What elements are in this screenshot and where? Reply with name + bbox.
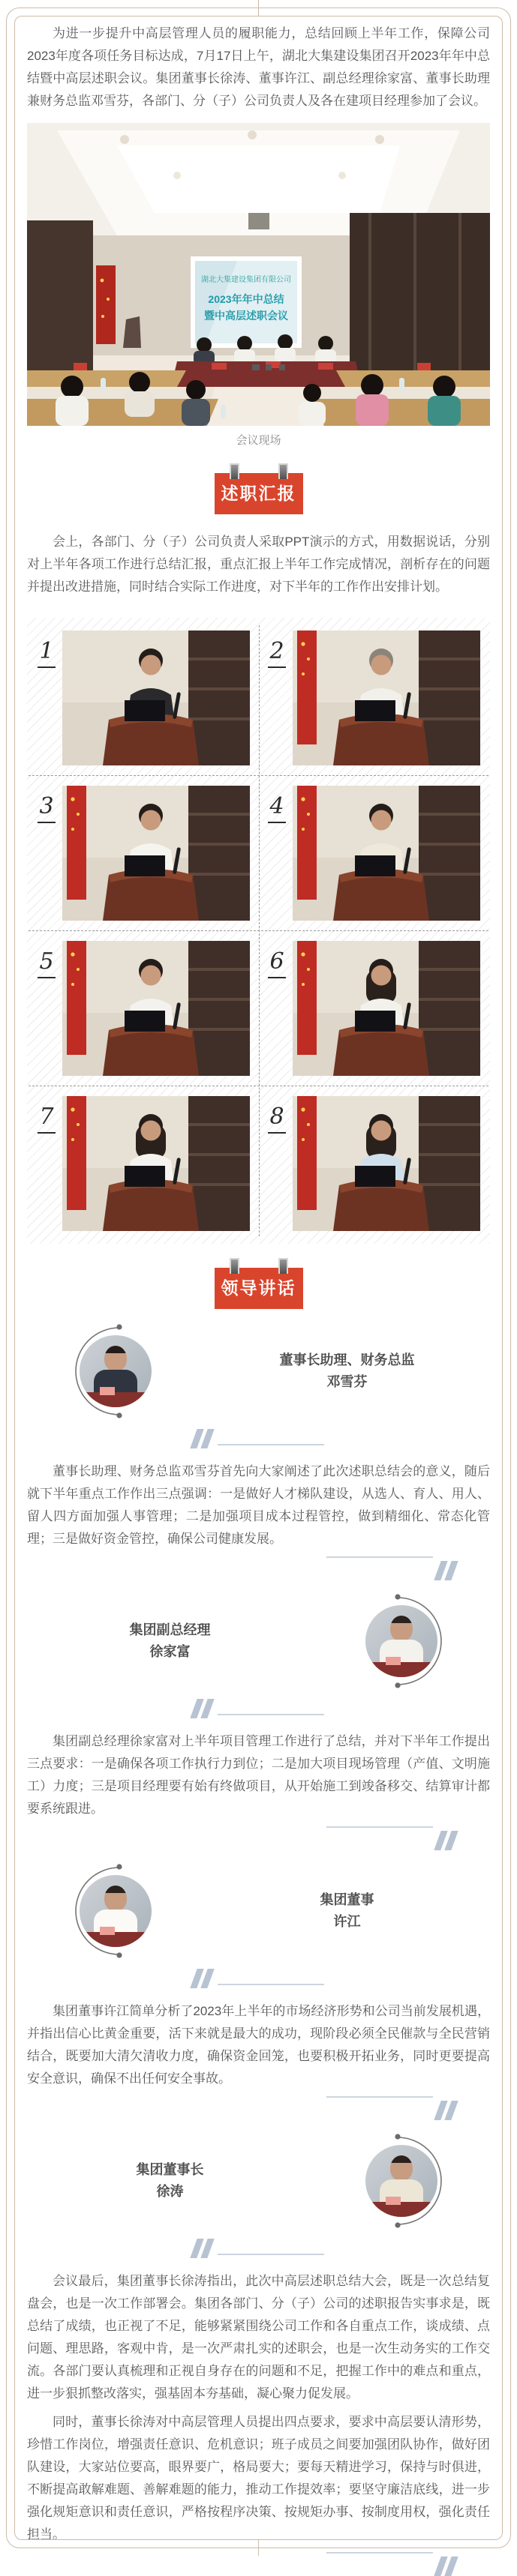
svg-text:湖北大集建设集团有限公司: 湖北大集建设集团有限公司 (201, 276, 291, 284)
speaker-photo-grid (27, 618, 490, 1244)
gallery-item (32, 631, 255, 765)
avatar-column (27, 1322, 204, 1421)
leader-name: 徐家富 (149, 1644, 191, 1659)
red-banner (96, 265, 116, 344)
leader-paragraph: 会议最后，集团董事长徐涛指出，此次中高层述职总结大会，既是一次总结复盘会，也是一次工作部署会。集团各部门、分（子）公司的述职报告实事求是，既总结了成绩，也正视了不足，能够紧紧围绕公司工作和各自重点工作，谈成绩、点问题、理思路，客观中肯，是一次严肃扎实的述职会，也是一次生动务实的工作交流。各部门要认真梳理和正视自身存在的问题和不足，把握工作中的难点和重点，进一步狠抓整改落实，强基固本夯基础，凝心聚力促发展。 (27, 2274, 490, 2401)
avatar-photo[interactable] (80, 1875, 152, 1947)
report-paragraph: 会上，各部门、分（子）公司负责人采取PPT演示的方式，用数据说话，分别对上半年各项工作进行总结汇报，重点汇报上半年工作完成情况，剖析存在的问题并提出改进措施，同时结合实际工作进度，对下半年的工作作出安排计划。 (27, 535, 490, 594)
avatar-photo[interactable] (365, 2145, 437, 2217)
leader-title-block (204, 1889, 490, 1933)
avatar-photo[interactable] (365, 1605, 437, 1677)
speaker-photo-2[interactable] (292, 631, 481, 765)
close-quote-icon (27, 1823, 490, 1849)
avatar-frame (353, 1592, 450, 1691)
leader-title: 集团董事 (320, 1892, 374, 1907)
gallery-item (262, 1096, 485, 1231)
projection-screen (191, 256, 302, 348)
gallery-item (32, 786, 255, 921)
close-quote-icon (27, 1553, 490, 1579)
avatar-column (313, 1592, 490, 1691)
svg-text:暨中高层述职会议: 暨中高层述职会议 (204, 310, 288, 322)
open-quote-icon (27, 2239, 490, 2264)
photo-number: 2 (262, 631, 292, 765)
avatar-frame (67, 1862, 164, 1960)
avatar-photo[interactable] (80, 1335, 152, 1407)
leader-title-block (27, 1619, 313, 1663)
leader-paragraph-2: 同时，董事长徐涛对中高层管理人员提出四点要求，要求中高层要认清形势，珍惜工作岗位，增强责任意识、危机意识；班子成员之间要加强团队协作，做好团队建设，大家站位要高，眼界要广，格局要大；要每天精进学习，保持与时俱进，不断提高敢解难题、善解难题的能力，推动工作提效率；要坚守廉洁底线，进一步强化规矩意识和责任意识，严格按程序决策、按规矩办事、按制度用权，强化责任担当。 (27, 2415, 490, 2542)
avatar-desk (365, 1662, 437, 1677)
intro-paragraph: 为进一步提升中高层管理人员的履职能力，总结回顾上半年工作，保障公司2023年度各项任务目标达成，7月17日上午，湖北大集建设集团召开2023年年中总结暨中高层述职会议。集团董事长徐涛、董事许江、副总经理徐家富、董事长助理兼财务总监邓雪芬，各部门、分（子）公司负责人及各在建项目经理参加了会议。 (27, 26, 490, 108)
open-quote-icon (27, 1969, 490, 1994)
leader-paragraph: 集团董事许江简单分析了2023年上半年的市场经济形势和公司当前发展机遇，并指出信心比黄金重要，活下来就是最大的成功，现阶段必须全民催款与全民营销结合，既要加大清欠清收力度，确保资金回笼，也要积极开拓业务，同时更要提高安全意识，确保不出任何安全事故。 (27, 2004, 490, 2086)
badge-pin-icon (230, 1258, 239, 1274)
speaker-photo-4[interactable] (292, 786, 481, 921)
avatar-desk (365, 2202, 437, 2217)
leader-header-xujiafu (27, 1589, 490, 1693)
badge-label: 领导讲话 (215, 1268, 303, 1309)
avatar-person-head (104, 1346, 127, 1371)
photo-number: 4 (262, 786, 292, 921)
avatar-desk (80, 1932, 152, 1947)
avatar-desk (80, 1392, 152, 1407)
section-badge-speech (215, 1268, 303, 1309)
leader-title: 集团副总经理 (129, 1622, 211, 1637)
grid-row (29, 1086, 488, 1241)
leader-title-block (204, 1349, 490, 1393)
leader-header-xujiang (27, 1859, 490, 1963)
grid-row (29, 621, 488, 775)
grid-row (29, 775, 488, 930)
avatar-name-card (100, 1927, 115, 1935)
leader-paragraph: 董事长助理、财务总监邓雪芬首先向大家阐述了此次述职总结会的意义，随后就下半年重点工作作出三点强调：一是做好人才梯队建设，从选人、育人、用人、留人四方面加强人事管理；二是加强项目成本过程管控，做到精细化、常态化管理；三是做好资金管控，确保公司健康发展。 (27, 1464, 490, 1546)
avatar-person-head (104, 1886, 127, 1911)
svg-text:2023年年中总结: 2023年年中总结 (208, 293, 284, 305)
gallery-item (262, 786, 485, 921)
gallery-item (262, 631, 485, 765)
speaker-photo-6[interactable] (292, 941, 481, 1076)
leader-name: 徐涛 (156, 2184, 184, 2199)
photo-number: 1 (32, 631, 62, 765)
gallery-item (32, 941, 255, 1076)
gallery-item (262, 941, 485, 1076)
badge-pin-icon (230, 463, 239, 479)
avatar-column (313, 2131, 490, 2230)
leader-title-block (27, 2159, 313, 2203)
section-badge-report (215, 473, 303, 514)
avatar-person-head (390, 2155, 413, 2181)
leader-paragraph: 集团副总经理徐家富对上半年项目管理工作进行了总结，并对下半年工作提出三点要求：一是确保各项工作执行力到位；二是加大项目现场管理（产值、文明施工）力度；三是项目经理要有始有终做项目，从开始施工到竣备移交、结算审计都要系统跟进。 (27, 1734, 490, 1816)
photo-number: 7 (32, 1096, 62, 1231)
leader-name: 邓雪芬 (326, 1374, 368, 1389)
leader-title: 董事长助理、财务总监 (279, 1352, 415, 1367)
avatar-person-head (390, 1616, 413, 1641)
grid-row (29, 930, 488, 1086)
left-wall-panel (27, 220, 93, 370)
bottom-center-divider-line (258, 2540, 259, 2556)
badge-pin-icon (278, 1258, 288, 1274)
meeting-room-photo[interactable] (27, 123, 490, 426)
speaker-photo-3[interactable] (62, 786, 251, 921)
leader-header-xutao (27, 2129, 490, 2233)
close-quote-icon (27, 2093, 490, 2119)
photo-caption: 会议现场 (236, 434, 281, 447)
gallery-item (32, 1096, 255, 1231)
open-quote-icon (27, 1429, 490, 1454)
leader-name: 许江 (333, 1914, 361, 1929)
photo-number: 3 (32, 786, 62, 921)
badge-label: 述职汇报 (215, 473, 303, 514)
top-center-divider-line (258, 0, 259, 16)
speaker-photo-1[interactable] (62, 631, 251, 765)
open-quote-icon (27, 1699, 490, 1724)
photo-number: 8 (262, 1096, 292, 1231)
photo-number: 5 (32, 941, 62, 1076)
avatar-column (27, 1862, 204, 1960)
avatar-name-card (386, 1657, 401, 1665)
speaker-photo-5[interactable] (62, 941, 251, 1076)
photo-number: 6 (262, 941, 292, 1076)
avatar-frame (353, 2131, 450, 2230)
leader-header-dengxuefen (27, 1319, 490, 1423)
avatar-name-card (100, 1387, 115, 1395)
leader-title: 集团董事长 (136, 2162, 204, 2177)
speaker-photo-7[interactable] (62, 1096, 251, 1231)
projector (248, 213, 269, 229)
avatar-frame (67, 1322, 164, 1421)
speaker-photo-8[interactable] (292, 1096, 481, 1231)
badge-pin-icon (278, 463, 288, 479)
avatar-name-card (386, 2197, 401, 2205)
